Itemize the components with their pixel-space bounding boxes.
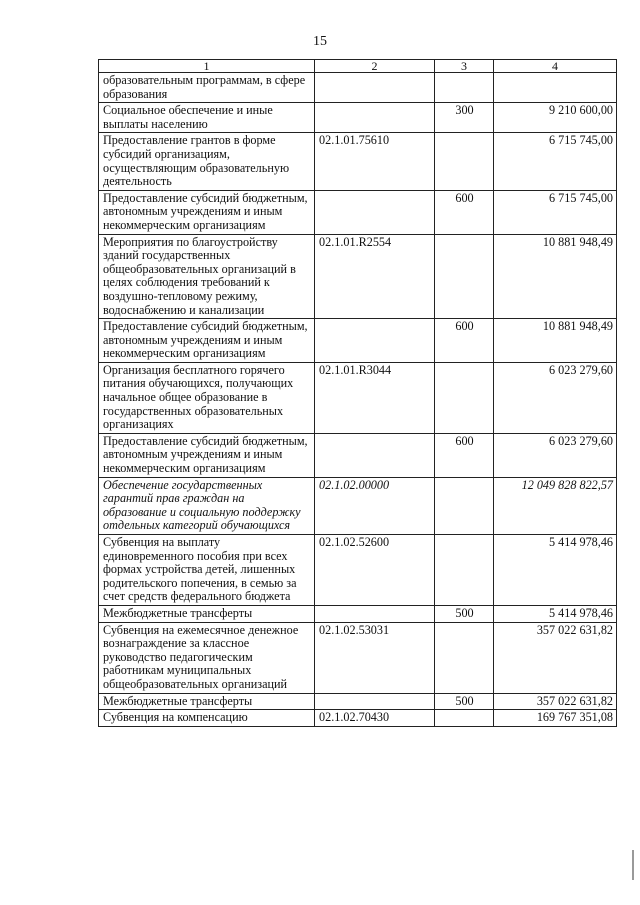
row-code bbox=[315, 73, 435, 103]
row-type bbox=[435, 535, 494, 606]
table-row bbox=[99, 103, 617, 133]
column-header-name: 1 bbox=[99, 60, 315, 73]
row-code bbox=[315, 319, 435, 363]
column-header-code: 2 bbox=[315, 60, 435, 73]
row-code: 02.1.01.75610 bbox=[315, 133, 435, 190]
row-name: Организация бесплатного горячего питания обучающихся, получающих начальное общее образование в государственных образовательных организациях bbox=[99, 362, 315, 433]
row-amount: 6 023 279,60 bbox=[494, 362, 617, 433]
row-type bbox=[435, 73, 494, 103]
row-type: 600 bbox=[435, 190, 494, 234]
row-type: 600 bbox=[435, 433, 494, 477]
row-type bbox=[435, 477, 494, 534]
row-code: 02.1.01.R2554 bbox=[315, 234, 435, 319]
table-row bbox=[99, 477, 617, 534]
row-type bbox=[435, 362, 494, 433]
row-name: Предоставление субсидий бюджетным, автономным учреждениям и иным некоммерческим организациям bbox=[99, 319, 315, 363]
table-row bbox=[99, 319, 617, 363]
row-type: 500 bbox=[435, 693, 494, 710]
row-amount: 169 767 351,08 bbox=[494, 710, 617, 727]
column-header-type: 3 bbox=[435, 60, 494, 73]
row-amount: 6 715 745,00 bbox=[494, 190, 617, 234]
row-code: 02.1.02.00000 bbox=[315, 477, 435, 534]
row-amount bbox=[494, 73, 617, 103]
row-type bbox=[435, 622, 494, 693]
row-amount: 5 414 978,46 bbox=[494, 605, 617, 622]
row-code bbox=[315, 190, 435, 234]
row-amount: 10 881 948,49 bbox=[494, 319, 617, 363]
table-row bbox=[99, 710, 617, 727]
row-code: 02.1.02.52600 bbox=[315, 535, 435, 606]
row-code bbox=[315, 605, 435, 622]
row-type: 300 bbox=[435, 103, 494, 133]
row-code bbox=[315, 433, 435, 477]
row-code bbox=[315, 693, 435, 710]
row-name: Межбюджетные трансферты bbox=[99, 693, 315, 710]
row-amount: 10 881 948,49 bbox=[494, 234, 617, 319]
row-type: 600 bbox=[435, 319, 494, 363]
row-type bbox=[435, 133, 494, 190]
scan-edge-mark bbox=[632, 850, 634, 880]
table-row bbox=[99, 133, 617, 190]
table-row bbox=[99, 362, 617, 433]
row-amount: 6 715 745,00 bbox=[494, 133, 617, 190]
row-amount: 357 022 631,82 bbox=[494, 622, 617, 693]
table-row bbox=[99, 433, 617, 477]
row-type bbox=[435, 234, 494, 319]
row-name: Предоставление субсидий бюджетным, автономным учреждениям и иным некоммерческим организациям bbox=[99, 190, 315, 234]
budget-table bbox=[98, 59, 617, 727]
row-code bbox=[315, 103, 435, 133]
row-code: 02.1.01.R3044 bbox=[315, 362, 435, 433]
row-amount: 12 049 828 822,57 bbox=[494, 477, 617, 534]
row-name: Субвенция на компенсацию bbox=[99, 710, 315, 727]
row-name: Субвенция на выплату единовременного пособия при всех формах устройства детей, лишенных родительского попечения, в семью за счет средств федерального бюджета bbox=[99, 535, 315, 606]
table-row bbox=[99, 605, 617, 622]
table-row bbox=[99, 693, 617, 710]
table-row bbox=[99, 622, 617, 693]
row-amount: 9 210 600,00 bbox=[494, 103, 617, 133]
column-header-amount: 4 bbox=[494, 60, 617, 73]
row-amount: 357 022 631,82 bbox=[494, 693, 617, 710]
row-name: образовательным программам, в сфере образования bbox=[99, 73, 315, 103]
row-name: Предоставление грантов в форме субсидий организациям, осуществляющим образовательную деятельность bbox=[99, 133, 315, 190]
row-name: Субвенция на ежемесячное денежное вознаграждение за классное руководство педагогическим работникам муниципальных общеобразовательных организаций bbox=[99, 622, 315, 693]
row-type bbox=[435, 710, 494, 727]
row-code: 02.1.02.70430 bbox=[315, 710, 435, 727]
row-name: Мероприятия по благоустройству зданий государственных общеобразовательных организаций в целях соблюдения требований к воздушно-тепловому режиму, водоснабжению и канализации bbox=[99, 234, 315, 319]
row-name: Социальное обеспечение и иные выплаты населению bbox=[99, 103, 315, 133]
row-type: 500 bbox=[435, 605, 494, 622]
row-name: Предоставление субсидий бюджетным, автономным учреждениям и иным некоммерческим организациям bbox=[99, 433, 315, 477]
row-name: Межбюджетные трансферты bbox=[99, 605, 315, 622]
table-row bbox=[99, 73, 617, 103]
page-number: 15 bbox=[313, 34, 327, 49]
table-row bbox=[99, 234, 617, 319]
row-name: Обеспечение государственных гарантий прав граждан на образование и социальную поддержку отдельных категорий обучающихся bbox=[99, 477, 315, 534]
row-amount: 6 023 279,60 bbox=[494, 433, 617, 477]
table-row bbox=[99, 535, 617, 606]
table-header-row bbox=[99, 60, 617, 73]
row-code: 02.1.02.53031 bbox=[315, 622, 435, 693]
row-amount: 5 414 978,46 bbox=[494, 535, 617, 606]
table-row bbox=[99, 190, 617, 234]
